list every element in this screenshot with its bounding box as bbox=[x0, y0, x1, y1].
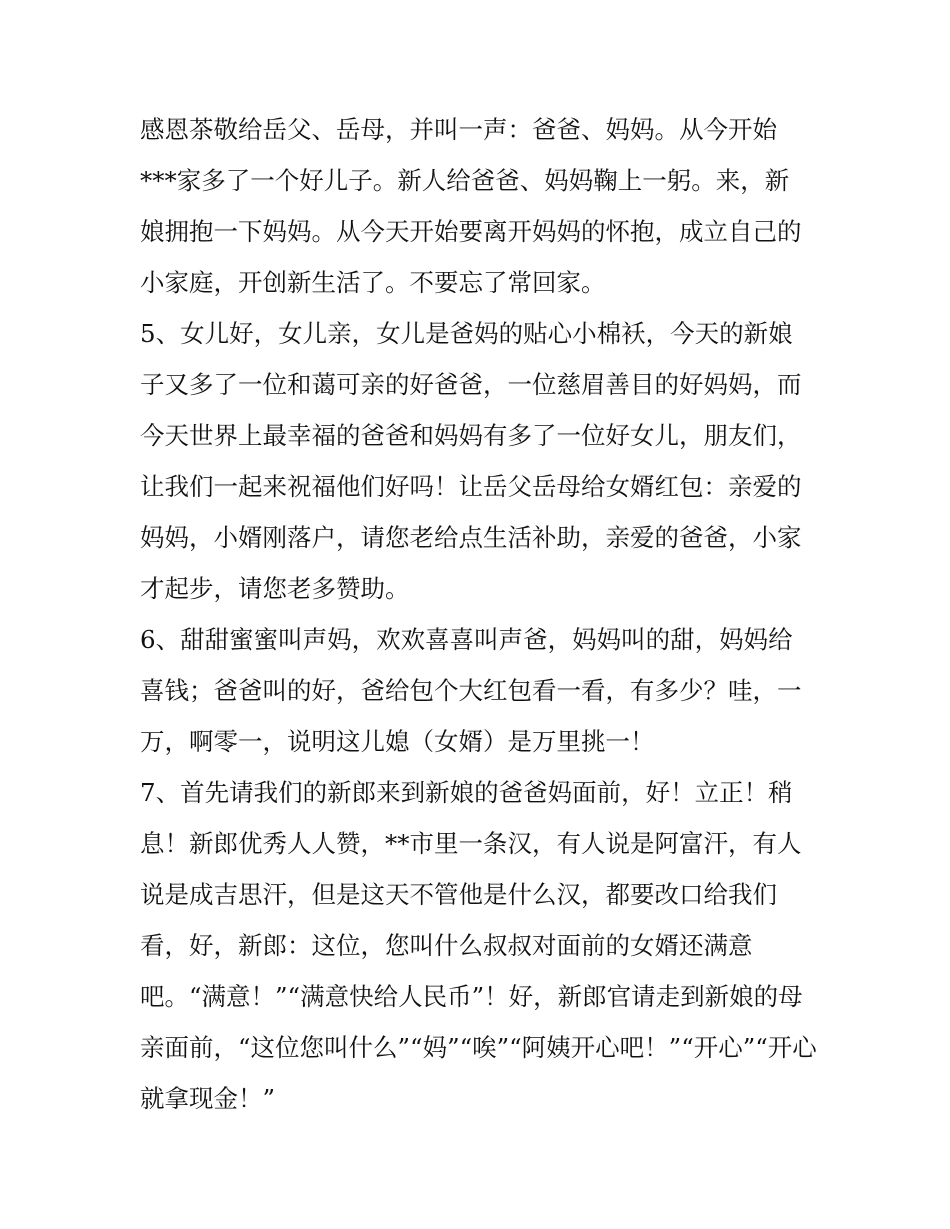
text-line: 妈妈，小婿刚落户，请您老给点生活补助，亲爱的爸爸，小家 bbox=[140, 523, 802, 552]
text-line: 息！新郎优秀人人赞，**市里一条汉，有人说是阿富汗，有人 bbox=[140, 829, 802, 858]
text-line: 7、首先请我们的新郎来到新娘的爸爸妈面前，好！立正！稍 bbox=[140, 778, 793, 807]
text-line: 万，啊零一，说明这儿媳（女婿）是万里挑一！ bbox=[140, 727, 655, 756]
text-line: 让我们一起来祝福他们好吗！让岳父岳母给女婿红包：亲爱的 bbox=[140, 472, 802, 501]
text-line: 吧。“满意！”“满意快给人民币”！好，新郎官请走到新娘的母 bbox=[140, 982, 803, 1011]
text-line: 喜钱；爸爸叫的好，爸给包个大红包看一看，有多少？哇，一 bbox=[140, 676, 802, 705]
text-line: 看，好，新郎：这位，您叫什么叔叔对面前的女婿还满意 bbox=[140, 931, 753, 960]
text-line: 才起步，请您老多赞助。 bbox=[140, 574, 410, 603]
text-line: 5、女儿好，女儿亲，女儿是爸妈的贴心小棉袄，今天的新娘 bbox=[140, 319, 793, 348]
text-line: 就拿现金！” bbox=[140, 1084, 276, 1113]
text-line: 今天世界上最幸福的爸爸和妈妈有多了一位好女儿，朋友们， bbox=[140, 421, 802, 450]
text-line: ***家多了一个好儿子。新人给爸爸、妈妈鞠上一躬。来，新 bbox=[140, 166, 790, 195]
text-line: 小家庭，开创新生活了。不要忘了常回家。 bbox=[140, 268, 606, 297]
text-line: 6、甜甜蜜蜜叫声妈，欢欢喜喜叫声爸，妈妈叫的甜，妈妈给 bbox=[140, 625, 793, 654]
text-line: 子又多了一位和蔼可亲的好爸爸，一位慈眉善目的好妈妈，而 bbox=[140, 370, 802, 399]
text-line: 娘拥抱一下妈妈。从今天开始要离开妈妈的怀抱，成立自己的 bbox=[140, 217, 802, 246]
text-line: 说是成吉思汗，但是这天不管他是什么汉，都要改口给我们 bbox=[140, 880, 777, 909]
text-line: 感恩茶敬给岳父、岳母，并叫一声：爸爸、妈妈。从今开始 bbox=[140, 115, 777, 144]
text-line: 亲面前，“这位您叫什么”“妈”“唉”“阿姨开心吧！”“开心”“开心 bbox=[140, 1033, 817, 1062]
